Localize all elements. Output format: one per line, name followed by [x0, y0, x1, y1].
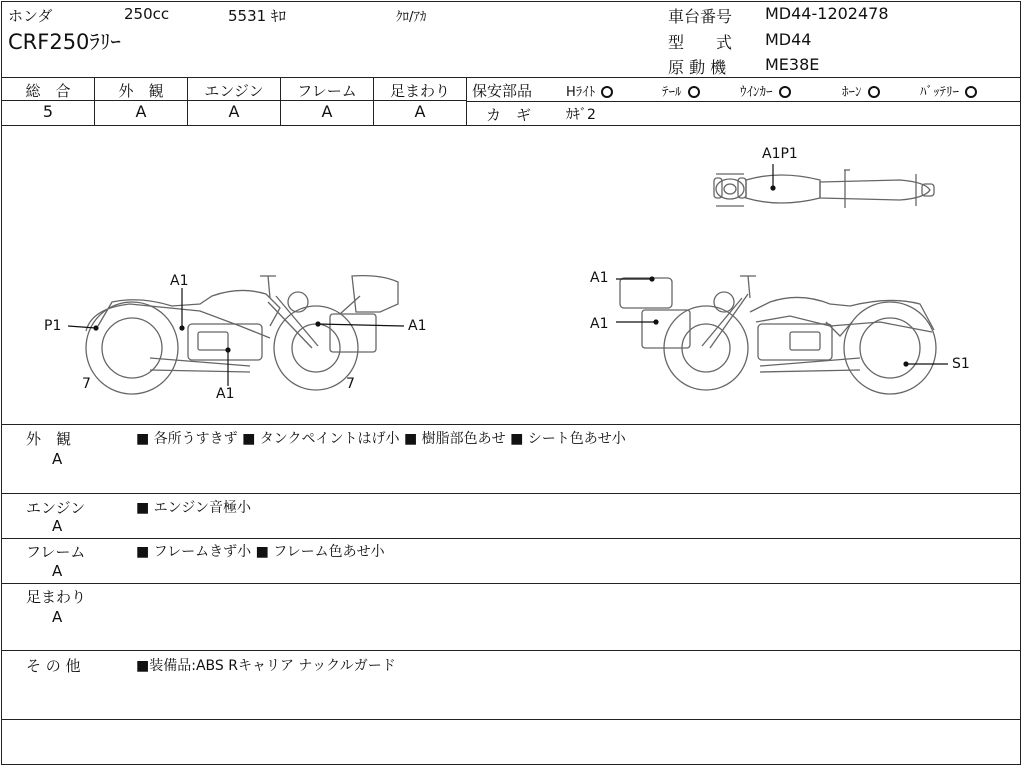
remark-sep	[1, 719, 1021, 720]
safety-headlight	[566, 81, 613, 100]
remark-sep	[1, 650, 1021, 651]
remark-sep	[1, 538, 1021, 539]
top-view-damage-label: A1P1	[762, 146, 798, 162]
exterior-label: 外 観	[118, 82, 164, 100]
overall-label: 総 合	[25, 82, 71, 100]
key-value: ｶｷﾞ2	[566, 107, 596, 123]
top-view-outline	[714, 170, 934, 208]
horn-label: ﾎｰﾝ	[842, 85, 862, 100]
right-s1-label: S1	[952, 356, 970, 372]
ok-circle-icon	[601, 86, 613, 98]
suspension-grade-label: 足まわり	[389, 82, 450, 100]
left-7-rear-label: 7	[346, 376, 355, 392]
ok-circle-icon	[868, 86, 880, 98]
exterior-grade: A	[135, 102, 147, 121]
grade-col-sep	[466, 78, 467, 126]
left-7-front-label: 7	[82, 376, 91, 392]
safety-tail	[662, 81, 700, 100]
tail-label: ﾃｰﾙ	[662, 85, 682, 100]
right-side-view-outline	[620, 276, 936, 394]
suspension-grade: A	[414, 102, 426, 121]
frame-no: MD44-1202478	[765, 4, 889, 23]
engine-value: ME38E	[765, 55, 820, 74]
overall-score: 5	[42, 102, 54, 121]
frame-no-label: 車台番号	[668, 7, 733, 26]
frame-grade: A	[321, 102, 333, 121]
battery-label: ﾊﾞｯﾃﾘｰ	[920, 85, 959, 100]
remark-grade: A	[52, 450, 63, 468]
displacement: 250cc	[124, 5, 170, 23]
remark-notes: ■装備品:ABS Rキャリア ナックルガード	[136, 658, 396, 674]
frame-grade-label: フレーム	[297, 82, 357, 100]
safety-winker	[740, 81, 791, 100]
left-a1-bottom-label: A1	[216, 386, 235, 402]
engine-grade: A	[228, 102, 240, 121]
remark-grade: A	[52, 608, 63, 626]
ok-circle-icon	[688, 86, 700, 98]
right-a1-top-label: A1	[590, 270, 609, 286]
headlight-label: Hﾗｲﾄ	[566, 85, 596, 100]
header-divider	[1, 77, 1021, 78]
remark-label: フレーム	[26, 543, 86, 561]
left-a1-top-label: A1	[170, 273, 189, 289]
maker: ホンダ	[8, 7, 53, 25]
color: ｸﾛ/ｱｶ	[396, 10, 427, 25]
safety-horn	[842, 81, 880, 100]
remark-grade: A	[52, 517, 63, 535]
mileage: 5531 ｷﾛ	[228, 7, 286, 25]
remark-sep	[1, 493, 1021, 494]
motorcycle-diagram	[0, 126, 1024, 424]
safety-parts-label: 保安部品	[472, 82, 533, 100]
type-label: 型 式	[668, 33, 733, 52]
remark-grade: A	[52, 562, 63, 580]
engine-label: 原 動 機	[668, 58, 727, 77]
remark-notes: ■ 各所うすきず ■ タンクペイントはげ小 ■ 樹脂部色あせ ■ シート色あせ小	[136, 431, 626, 447]
ok-circle-icon	[779, 86, 791, 98]
type-value: MD44	[765, 30, 812, 49]
left-p1-label: P1	[44, 318, 62, 334]
diagram-bottom	[1, 424, 1021, 425]
winker-label: ｳｲﾝｶｰ	[740, 85, 773, 100]
safety-battery	[920, 81, 977, 100]
engine-grade-label: エンジン	[204, 82, 264, 100]
ok-circle-icon	[965, 86, 977, 98]
right-a1-mid-label: A1	[590, 316, 609, 332]
remark-label: そ の 他	[26, 657, 81, 675]
remark-notes: ■ エンジン音極小	[136, 500, 251, 516]
remark-notes: ■ フレームきず小 ■ フレーム色あせ小	[136, 544, 385, 560]
remark-sep	[1, 583, 1021, 584]
key-label: カ ギ	[486, 106, 532, 124]
remark-label: エンジン	[26, 499, 86, 517]
model-name: CRF250ﾗﾘｰ	[8, 30, 121, 54]
remark-label: 外 観	[26, 430, 72, 448]
remark-label: 足まわり	[26, 588, 87, 606]
safety-row-sep	[466, 101, 1021, 102]
left-a1-right-label: A1	[408, 318, 427, 334]
